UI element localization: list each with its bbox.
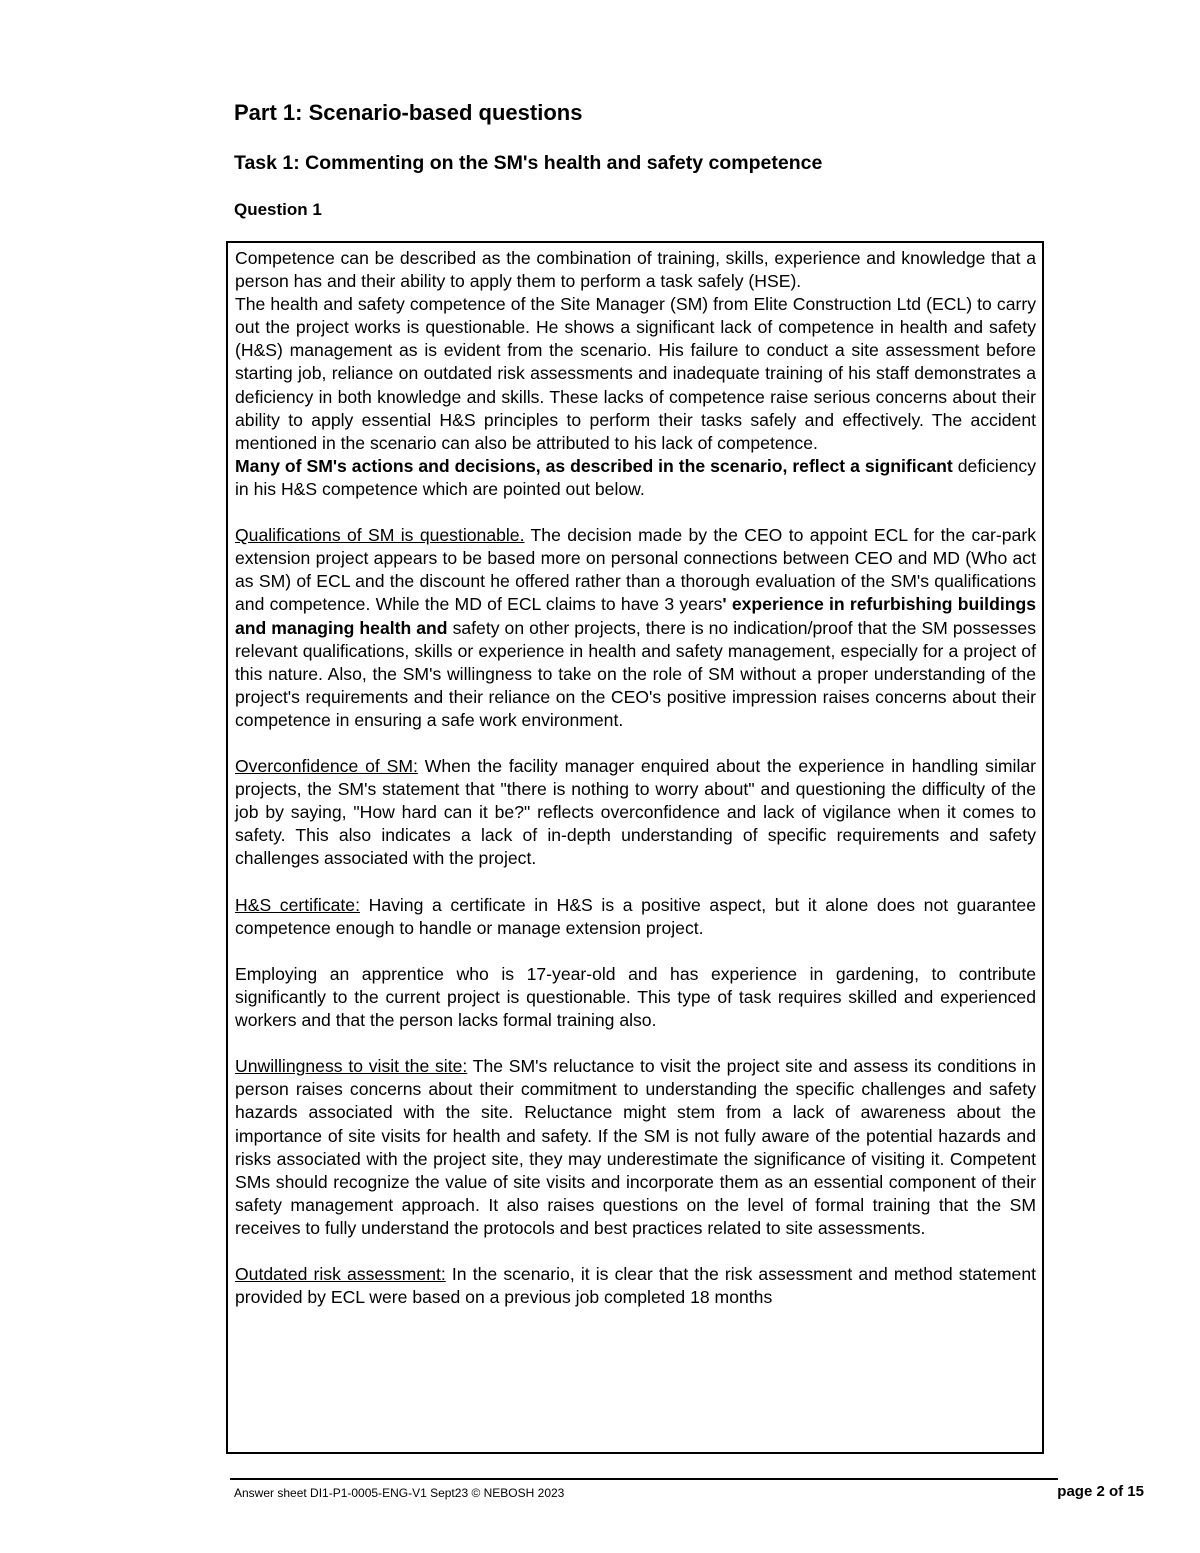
bold-text: ' experience in refurbishing buildings and managing health and xyxy=(235,594,1036,638)
paragraph-overconfidence xyxy=(235,755,1036,870)
subheading-site-visit: Unwillingness to visit the site: xyxy=(235,1056,468,1077)
subheading-certificate: H&S certificate: xyxy=(235,894,360,915)
page-number: page 2 of 15 xyxy=(1057,1483,1144,1500)
paragraph-qualifications xyxy=(235,524,1036,732)
paragraph-certificate xyxy=(235,894,1036,940)
body-text: safety on other projects, there is no indication/proof that the SM possesses relevant qualifications, skills or experience in health and safety management, especially for a project of this nature. Also, the SM's willingness to take on the role of SM without a proper understanding of the project's requirements and their reliance on the CEO's positive impression raises concerns about their competence in ensuring a safe work environment. xyxy=(235,617,1036,730)
body-text: In the scenario, it is clear that the risk assessment and method statement provided by ECL were based on a previous job completed 18 months xyxy=(235,1264,1036,1308)
question-heading: Question 1 xyxy=(234,200,322,219)
paragraph-apprentice: Employing an apprentice who is 17-year-old and has experience in gardening, to contribute significantly to the current project is questionable. This type of task requires skilled and experienced workers and that the person lacks formal training also. xyxy=(235,963,1036,1031)
body-text: The SM's reluctance to visit the project site and assess its conditions in person raises concerns about their commitment to understanding the specific challenges and safety hazards associated with the site. Reluctance might stem from a lack of awareness about the importance of site visits for health and safety. If the SM is not fully aware of the potential hazards and risks associated with the project site, they may underestimate the significance of visiting it. Competent SMs should recognize the value of site visits and incorporate them as an essential component of their safety management approach. It also raises questions on the level of formal training that the SM receives to fully understand the protocols and best practices related to site assessments. xyxy=(235,1056,1036,1238)
subheading-overconfidence: Overconfidence of SM: xyxy=(235,756,418,777)
answer-box xyxy=(226,241,1044,1454)
paragraph-competence-definition: Competence can be described as the combination of training, skills, experience and knowledge that a person has and their ability to apply them to perform a task safely (HSE). xyxy=(235,248,1036,292)
task-heading: Task 1: Commenting on the SM's health and safety competence xyxy=(234,152,823,174)
body-text: When the facility manager enquired about the experience in handling similar projects, the SM's statement that "there is nothing to worry about" and questioning the difficulty of the job by saying, "How hard can it be?" reflects overconfidence and lack of vigilance when it comes to safety. This also indicates a lack of in-depth understanding of specific requirements and safety challenges associated with the project. xyxy=(235,756,1037,869)
paragraph-site-visit xyxy=(235,1055,1036,1240)
body-text: Having a certificate in H&S is a positive aspect, but it alone does not guarantee competence enough to handle or manage extension project. xyxy=(235,894,1036,938)
subheading-risk-assessment: Outdated risk assessment: xyxy=(235,1264,446,1285)
part-heading: Part 1: Scenario-based questions xyxy=(234,100,583,125)
bold-text: Many of SM's actions and decisions, as described in the scenario, reflect a significant xyxy=(235,455,953,476)
footer-divider xyxy=(230,1478,1058,1480)
paragraph-risk-assessment xyxy=(235,1263,1036,1309)
footer-reference: Answer sheet DI1-P1-0005-ENG-V1 Sept23 © NEBOSH 2023 xyxy=(234,1486,565,1500)
subheading-qualifications: Qualifications of SM is questionable. xyxy=(235,525,525,546)
paragraph-sm-competence: The health and safety competence of the Site Manager (SM) from Elite Construction Ltd (ECL) to carry out the project works is questionable. He shows a significant lack of competence in health and safety (H&S) management as is evident from the scenario. His failure to conduct a site assessment before starting job, reliance on outdated risk assessments and inadequate training of his staff demonstrates a deficiency in both knowledge and skills. These lacks of competence raise serious concerns about their ability to apply essential H&S principles to perform their tasks safely and effectively. The accident mentioned in the scenario can also be attributed to his lack of competence. xyxy=(235,294,1036,453)
paragraph-actions-intro xyxy=(235,455,1036,501)
body-text: deficiency in his H&S competence which are pointed out below. xyxy=(235,455,1037,499)
body-text: The decision made by the CEO to appoint ECL for the car-park extension project appears to be based more on personal connections between CEO and MD (Who act as SM) of ECL and the discount he offered rather than a thorough evaluation of the SM's qualifications and competence. While the MD of ECL claims to have 3 years xyxy=(235,525,1036,615)
